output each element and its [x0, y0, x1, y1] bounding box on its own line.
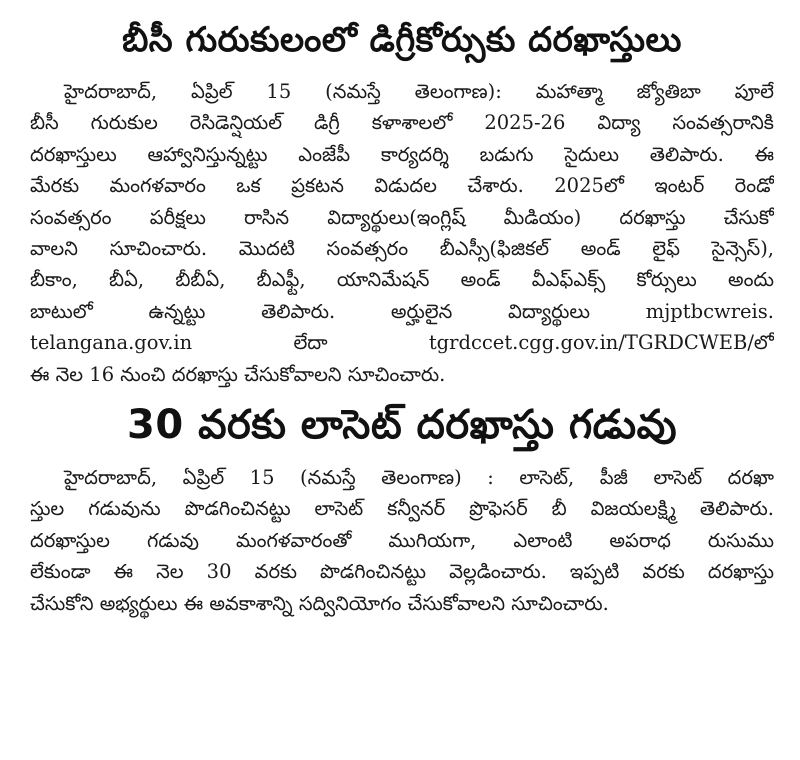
article-line: బాటులో ఉన్నట్టు తెలిపారు. అర్హులైన విద్యార్థులు mjptbcwreis. [30, 299, 774, 323]
article-line: మేరకు మంగళవారం ఒక ప్రకటన విడుదల చేశారు. 2025లో ఇంటర్ రెండో [30, 174, 774, 198]
article-line: దరఖాస్తులు ఆహ్వానిస్తున్నట్టు ఎంజేపీ కార్యదర్శి బడుగు సైదులు తెలిపారు. ఈ [30, 142, 774, 166]
article-line: లేకుండా ఈ నెల 30 వరకు పొడగించినట్టు వెల్లడించారు. ఇప్పటి వరకు దరఖాస్తు [30, 560, 774, 584]
article-lawcet-body [30, 462, 774, 619]
article-line: బీసీ గురుకుల రెసిడెన్షియల్ డిగ్రీ కళాశాలలో 2025-26 విద్యా సంవత్సరానికి [30, 111, 774, 135]
article-line: హైదరాబాద్, ఏప్రిల్ 15 (నమస్తే తెలంగాణ): మహాత్మా జ్యోతిబా పూలే [64, 80, 774, 103]
article-line: దరఖాస్తుల గడువు మంగళవారంతో ముగియగా, ఎలాంటి అపరాధ రుసుము [30, 528, 774, 552]
article-line: సంవత్సరం పరీక్షలు రాసిన విద్యార్థులు(ఇంగ్లిష్ మీడియం) దరఖాస్తు చేసుకో [30, 205, 774, 229]
article-line: telangana.gov.in లేదా tgrdccet.cgg.gov.in/TGRDCWEB/లో [30, 331, 774, 355]
headline-bc-gurukul-degree: బీసీ గురుకులంలో డిగ్రీకోర్సుకు దరఖాస్తులు [122, 20, 682, 60]
article-line: ఈ నెల 16 నుంచి దరఖాస్తు చేసుకోవాలని సూచించారు. [30, 362, 446, 386]
article-line: చేసుకోని అభ్యర్థులు ఈ అవకాశాన్ని సద్వినియోగం చేసుకోవాలని సూచించారు. [30, 591, 609, 615]
article-line: బీకాం, బీఏ, బీబీఏ, బీఎఫ్టీ, యానిమేషన్ అండ్ వీఎఫ్ఎక్స్ కోర్సులు అందు [30, 268, 774, 292]
headline-lawcet-deadline: 30 వరకు లాసెట్ దరఖాస్తు గడువు [126, 402, 678, 449]
article-bc-gurukul-body [30, 76, 774, 390]
article-line: హైదరాబాద్, ఏప్రిల్ 15 (నమస్తే తెలంగాణ) : లాసెట్, పీజీ లాసెట్ దరఖా [64, 466, 774, 490]
article-line: వాలని సూచించారు. మొదటి సంవత్సరం బీఎస్సీ(ఫిజికల్ అండ్ లైఫ్ సైన్సెస్), [30, 237, 774, 261]
article-line: స్తుల గడువును పొడగించినట్టు లాసెట్ కన్వీనర్ ప్రొఫెసర్ బీ విజయలక్ష్మి తెలిపారు. [30, 497, 774, 521]
